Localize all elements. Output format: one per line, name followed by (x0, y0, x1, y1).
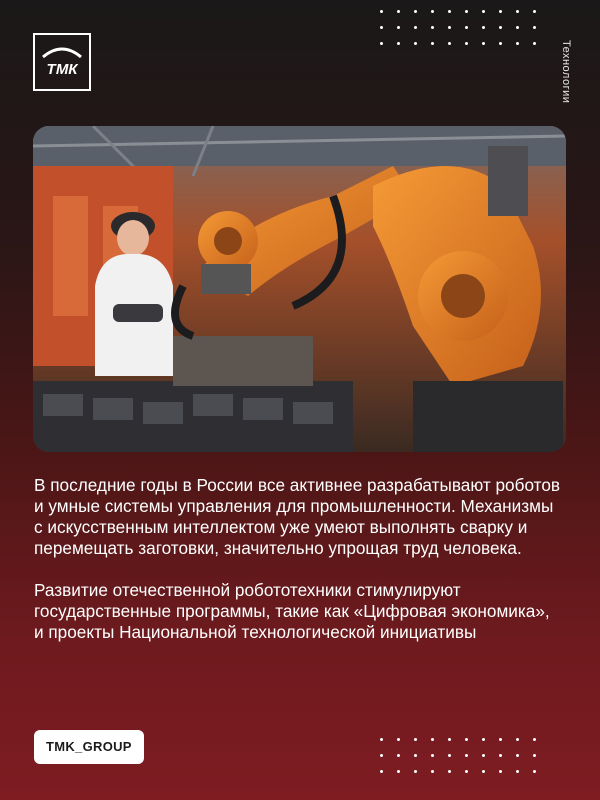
body-paragraph-1: В последние годы в России все активнее разрабатывают роботов и умные системы управления для промышленности. Механизмы с искусственным интеллектом уже умеют выполнять сварку и перемещать заготовки, значительно упрощая труд человека. (34, 475, 561, 558)
logo-text: ТМК (46, 61, 78, 78)
tmk-logo (33, 33, 91, 91)
tmk-group-tag[interactable]: TMK_GROUP (34, 730, 144, 764)
decorative-dots-bottom (380, 738, 537, 773)
tmk-logo-icon (35, 35, 89, 89)
body-text (34, 475, 564, 643)
section-label: Технологии (560, 40, 572, 104)
industrial-robot-photo (33, 126, 566, 452)
body-paragraph-2: Развитие отечественной робототехники стимулируют государственные программы, такие как «Цифровая экономика», и проекты Национальной технологической инициативы (34, 580, 550, 642)
decorative-dots-top (380, 10, 537, 45)
